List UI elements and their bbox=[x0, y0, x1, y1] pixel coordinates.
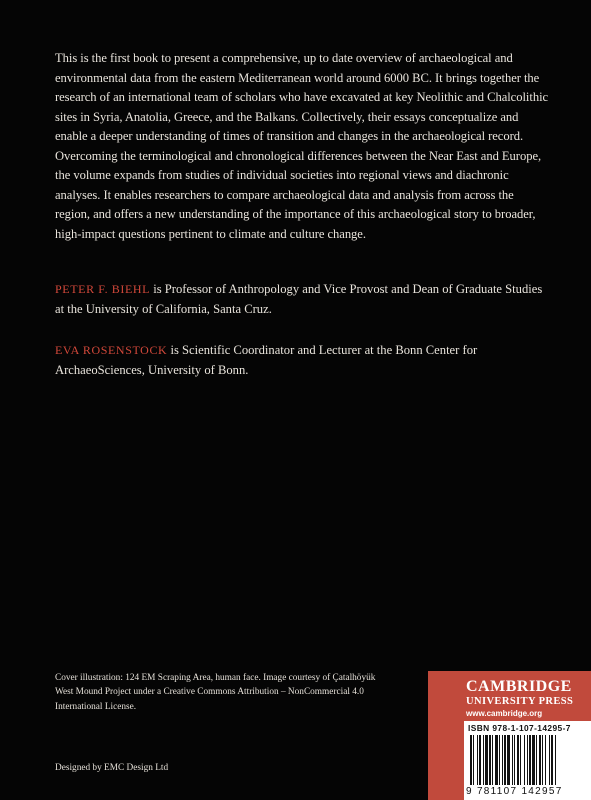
publisher-logo bbox=[466, 678, 591, 708]
author-bio-rosenstock bbox=[55, 341, 551, 380]
publisher-name-line1: CAMBRIDGE bbox=[466, 678, 572, 695]
isbn-label: ISBN 978-1-107-14295-7 bbox=[468, 723, 571, 733]
barcode-icon bbox=[468, 735, 587, 787]
author-bio-text: is Professor of Anthropology and Vice Provost and Dean of Graduate Studies at the University of California, Santa Cruz. bbox=[55, 282, 543, 316]
publisher-url: www.cambridge.org bbox=[466, 709, 543, 718]
publisher-name-line2: UNIVERSITY PRESS bbox=[466, 696, 574, 707]
cover-illustration-credit: Cover illustration: 124 EM Scraping Area, human face. Image courtesy of Çatalhöyük West Mound Project under a Creative Commons Attribution – NonCommercial 4.0 International License. bbox=[55, 673, 376, 712]
barcode-box bbox=[464, 721, 591, 800]
author-bio-biehl bbox=[55, 280, 551, 319]
designer-credit: Designed by EMC Design Ltd bbox=[55, 763, 169, 773]
author-bio-text: is Scientific Coordinator and Lecturer at the Bonn Center for ArchaeoSciences, University of Bonn. bbox=[55, 343, 478, 377]
book-description: This is the first book to present a comprehensive, up to date overview of archaeological and environmental data from the eastern Mediterranean world around 6000 BC. It brings together the research of an international team of scholars who have excavated at key Neolithic and Chalcolithic sites in Syria, Anatolia, Greece, and the Balkans. Collectively, their essays conceptualize and enable a deeper understanding of times of transition and changes in the archaeological record. Overcoming the terminological and chronological differences between the Near East and Europe, the volume expands from studies of individual societies into regional views and diachronic analyses. It enables researchers to compare archaeological data and analysis from across the region, and offers a new understanding of the importance of this archaeological story to broader, high-impact questions pertinent to climate and culture change. bbox=[55, 51, 549, 241]
publisher-panel bbox=[428, 671, 591, 800]
author-name: PETER F. BIEHL bbox=[55, 282, 151, 296]
barcode-number: 9 781107 142957 bbox=[466, 786, 591, 797]
author-name: EVA ROSENSTOCK bbox=[55, 343, 168, 357]
